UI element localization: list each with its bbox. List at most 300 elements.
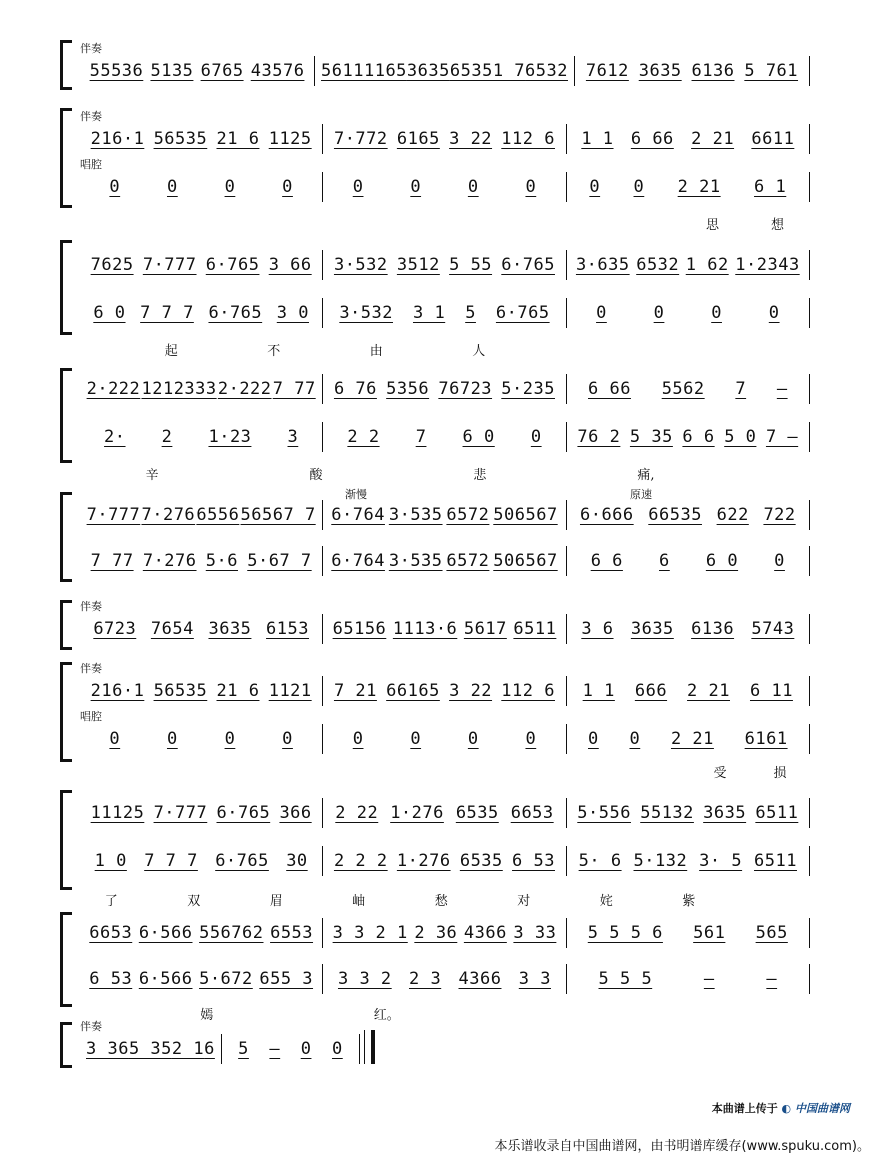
note-group: 65156 [332,619,387,639]
note-group: 5 55 [449,255,493,275]
lyric-syllable: 损 [773,766,787,781]
measure [323,724,566,754]
note-group: 0 [596,303,607,323]
measure [80,422,323,452]
measure [323,918,566,948]
note-group: 0 [166,177,178,197]
measure [567,124,810,154]
measure [80,546,323,576]
note-group: 66535 [648,505,702,525]
upload-text: 本曲谱上传于 [711,1102,778,1115]
note-group: 5·6 [205,551,238,571]
measure [323,614,566,644]
lyric-syllable: 了 [104,894,118,909]
note-group: 6·765 [215,851,269,871]
staff-role-label: 伴奏 [80,42,102,55]
note-group: 1212333 [141,379,217,399]
staff-role-label: 唱腔 [80,158,102,171]
note-group: 6723 [93,619,137,639]
measure [567,250,810,280]
measure [323,964,566,994]
note-group: 6532 [525,61,568,81]
note-group: 366 [279,803,312,823]
lyric-syllable: 红。 [373,1008,400,1023]
note-group: 2 21 [670,729,714,749]
measures [80,124,810,154]
measure [567,422,810,452]
note-group: 6 66 [588,379,631,399]
note-group: 1·276 [390,803,444,823]
note-group: 21 6 [216,681,260,701]
note-group: 66165 [386,681,440,701]
staff-vocal [78,158,810,204]
measures [80,374,810,404]
note-group: 3·532 [339,303,393,323]
staff-accompaniment [78,498,810,532]
note-group: 1121 [268,681,312,701]
note-group: 0 [633,177,645,197]
note-group: 7 77 [90,551,134,571]
system-brace [60,40,71,90]
measures [80,614,810,644]
lyric-syllable: 愁 [434,894,448,909]
note-group: 6535 [459,851,503,871]
note-group: 6·666 [579,505,634,525]
staff-accompaniment [78,42,810,88]
note-group: 216·1 [90,681,145,701]
system-brace [60,662,71,762]
note-group: 6 0 [705,551,739,571]
note-group: 1·276 [396,851,451,871]
note-group: 6 [204,1039,215,1059]
note-group: 6511 [513,619,557,639]
note-group: 6 6 [682,427,715,447]
note-group: 2·222 [217,379,272,399]
lyric-syllable: 辛 [145,468,159,483]
note-group: 5 0 [724,427,757,447]
note-group: 6153 [266,619,309,639]
note-group: 6 53 [512,851,555,871]
note-group: 2 21 [691,129,735,149]
note-group: 6532 [636,255,680,275]
note-group: 1 1 [582,681,615,701]
lyric-syllable: 思 [705,218,719,233]
note-group: 5·672 [199,969,253,989]
lyric-syllable: 眉 [269,894,283,909]
note-group: 56535 [153,129,208,149]
system-4 [60,368,810,483]
lyric-syllable: 人 [472,344,486,359]
system-6 [60,600,810,650]
measure [323,124,566,154]
site-logo-icon: ◐ [781,1102,792,1115]
note-group: 7 21 [333,681,377,701]
note-group: 3·532 [333,255,388,275]
note-group: 6·765 [495,303,550,323]
measure [323,422,566,452]
note-group: 1113·6 [392,619,458,639]
note-group: 6136 [691,61,735,81]
note-group: 6553 [270,923,314,943]
measure [323,798,566,828]
note-group: 6·566 [138,923,193,943]
note-group: 2 36 [414,923,458,943]
note-group: 0 [109,729,121,749]
note-group: 561 [693,923,726,943]
note-group: 0 [224,177,236,197]
note-group: 65351 7 [449,61,526,81]
note-group: 0 [774,551,785,571]
note-group: 3 [287,427,299,447]
note-group: 565 [755,923,788,943]
note-group: 56567 7 [240,505,316,525]
note-group: 3 22 [449,681,493,701]
note-group: 5 35 [128,1039,172,1059]
note-group: 5 [465,303,476,323]
note-group: 655 3 [259,969,314,989]
measure [315,56,575,86]
measure [567,964,810,994]
lyrics-line [70,464,730,482]
note-group: 0 [467,729,479,749]
note-group: 506567 [493,505,558,525]
lyric-syllable: 酸 [309,468,323,483]
measure [80,298,323,328]
lyric-syllable: 对 [517,894,531,909]
lyric-syllable: 想 [770,218,784,233]
system-brace [60,368,71,463]
note-group: 0 [588,729,599,749]
note-group: 0 [653,303,665,323]
note-group: 76723 [438,379,493,399]
system-brace [60,912,71,1007]
staff-accompaniment [78,372,810,406]
note-group: 3 0 [276,303,309,323]
lyrics-line [120,340,530,358]
note-group: 6 6 [590,551,623,571]
note-group: 3·535 [388,551,443,571]
lyric-syllable: 姹 [599,894,613,909]
lyric-syllable: 悲 [473,468,487,483]
note-group: 112 6 [501,681,555,701]
note-group: 0 [410,177,422,197]
note-group: 2 22 [335,803,379,823]
note-group: 2· [104,427,126,447]
note-group: 6653 [89,923,133,943]
lyric-syllable: 双 [187,894,201,909]
note-group: 0 [525,177,537,197]
note-group: 2 3 [408,969,442,989]
system-7 [60,662,810,781]
measure [323,374,566,404]
note-group: 6611 [751,129,795,149]
note-group: 7612 [585,61,629,81]
system-9 [60,912,810,1023]
lyrics-line [690,762,810,780]
note-group: 0 [282,177,293,197]
note-group: 11125 [90,803,145,823]
note-group: 6511 [754,851,797,871]
note-group: 5·132 [633,851,688,871]
measure [567,546,810,576]
measure [80,500,323,530]
note-group: 1 62 [685,255,729,275]
lyric-syllable: 嫣 [200,1008,214,1023]
system-brace [60,600,71,650]
lyric-syllable: 受 [713,766,727,781]
measures [80,798,810,828]
note-group: 4366 [458,969,502,989]
note-group: 7 — [765,427,799,447]
note-group: 56535 [153,681,208,701]
measure [222,1034,360,1064]
measure [80,250,323,280]
note-group: 3512 [396,255,440,275]
note-group: 55132 [640,803,694,823]
measure [80,918,323,948]
note-group: 6556 [196,505,240,525]
note-group: 3635 [630,619,674,639]
measure [80,676,323,706]
note-group: 7625 [90,255,134,275]
note-group: 3635 [703,803,747,823]
note-group: 76 2 [577,427,621,447]
measure [80,846,323,876]
measures [80,918,810,948]
note-group: 5356 [386,379,430,399]
measures [80,250,810,280]
note-group: 3 3 2 1 [332,923,408,943]
note-group: 7·276 [142,551,197,571]
note-group: 556762 [199,923,264,943]
brand-name: 中国曲谱网 [795,1102,850,1115]
note-group: 506567 [493,551,558,571]
note-group: 3635 [406,61,450,81]
note-group: 2 2 2 [333,851,388,871]
note-group: 56111165 [321,61,407,81]
staff-accompaniment [78,916,810,950]
staff-accompaniment [78,600,810,646]
note-group: 3· 5 [699,851,743,871]
tempo-marking: 原速 [630,488,652,501]
note-group: 5 5 5 [598,969,653,989]
note-group: 6·765 [501,255,555,275]
measures [80,964,810,994]
system-brace [60,240,71,335]
note-group: 3 1 [412,303,446,323]
note-group: 5135 [150,61,194,81]
note-group: 6·765 [216,803,271,823]
lyrics-line [680,214,810,232]
measure [567,374,810,404]
staff-accompaniment [78,110,810,156]
note-group: 0 [300,1039,312,1059]
note-group: 3 3 2 [337,969,392,989]
staff-vocal [78,710,810,756]
note-group: 6·765 [208,303,263,323]
note-group: 5 35 [629,427,673,447]
note-group: 0 [629,729,641,749]
measure [80,964,323,994]
lyric-syllable: 紫 [682,894,696,909]
final-barline [364,1030,375,1064]
staff-accompaniment [78,1020,360,1066]
note-group: 0 [224,729,236,749]
note-group: 7654 [150,619,194,639]
measure [567,846,810,876]
staff-vocal [78,296,810,330]
staff-vocal [78,962,810,996]
measure [567,798,810,828]
note-group: 5617 [463,619,507,639]
note-group: 1 1 [581,129,614,149]
note-group: 21 6 [216,129,260,149]
note-group: 6 1 [754,177,787,197]
measure [80,724,323,754]
lyric-syllable: 痛, [637,468,655,483]
measure [323,298,566,328]
measure [567,918,810,948]
measure [80,374,323,404]
tempo-marking: 渐慢 [345,488,367,501]
note-group: 7 [415,427,427,447]
note-group: 7·276 [141,505,196,525]
note-group: 3·535 [388,505,443,525]
note-group: 5 [238,1039,249,1059]
note-group: 5·556 [577,803,631,823]
system-brace [60,1022,71,1068]
system-5 [60,488,810,582]
note-group: 722 [763,505,796,525]
note-group: 216·1 [90,129,145,149]
note-group: 7·777 [142,255,197,275]
note-group: 6 0 [93,303,126,323]
note-group: 6765 [200,61,244,81]
note-group: 0 [352,177,364,197]
note-group: 0 [711,303,722,323]
staff-accompaniment [78,662,810,708]
staff-vocal [78,420,810,454]
note-group: 6 11 [749,681,793,701]
measures [80,546,810,576]
note-group: 1 0 [94,851,127,871]
measures [80,724,810,754]
measure [80,614,323,644]
note-group: 2 [161,427,173,447]
measures [80,676,810,706]
note-group: 5· 6 [578,851,622,871]
note-group: 6·764 [331,505,385,525]
measure [567,614,810,644]
note-group: 7·777 [86,505,141,525]
note-group: 6653 [510,803,554,823]
note-group: 2 21 [687,681,730,701]
note-group: 4366 [463,923,507,943]
staff-vocal [78,844,810,878]
note-group: 0 [166,729,178,749]
system-brace [60,108,71,208]
note-group: 7 7 7 [140,303,194,323]
system-3 [60,240,810,359]
measure [567,172,810,202]
measure [80,56,315,86]
note-group: 1·2343 [735,255,800,275]
note-group: 6511 [755,803,799,823]
system-brace [60,492,71,582]
measure [575,56,810,86]
measure [80,172,323,202]
note-group: 0 [589,177,601,197]
note-group: 3 6 [581,619,614,639]
note-group: 3 33 [513,923,557,943]
note-group: 7 7 7 [144,851,198,871]
measures [80,500,810,530]
system-10 [60,1022,360,1068]
note-group: 7·772 [333,129,388,149]
staff-accompaniment [78,796,810,830]
note-group: 30 [286,851,308,871]
note-group: 55536 [89,61,144,81]
note-group: 6535 [455,803,499,823]
lyrics-line [120,1004,480,1022]
note-group: 5 5 5 6 [587,923,663,943]
note-group: 6572 [446,551,490,571]
note-group: 7·777 [153,803,208,823]
note-group: 0 [467,177,479,197]
lyric-syllable: 不 [267,344,281,359]
upload-credit [712,1100,850,1116]
note-group: 0 [331,1039,343,1059]
note-group: 5·67 7 [247,551,312,571]
note-group: 6 [659,551,670,571]
note-group: 6 76 [333,379,377,399]
note-group: 43576 [250,61,305,81]
measure [323,250,566,280]
note-group: 6165 [396,129,440,149]
note-group: 6161 [744,729,788,749]
measure [567,724,810,754]
note-group: 1·23 [208,427,252,447]
measure [323,500,566,530]
measure [323,172,566,202]
note-group: 112 6 [501,129,555,149]
note-group: 1125 [268,129,312,149]
lyric-syllable: 岫 [352,894,366,909]
measure [80,1034,222,1064]
note-group: 0 [109,177,121,197]
note-group: 6·765 [205,255,260,275]
note-group: 6572 [446,505,490,525]
note-group: — [703,969,715,989]
note-group: — [269,1039,281,1059]
note-group: 3 36 [86,1039,129,1059]
system-2 [60,108,810,233]
note-group: 666 [634,681,668,701]
staff-vocal [78,544,810,578]
staff-role-label: 伴奏 [80,1020,102,1033]
note-group: 6·566 [138,969,193,989]
note-group: 3 66 [268,255,312,275]
measures [80,422,810,452]
note-group: 0 [352,729,364,749]
staff-role-label: 伴奏 [80,600,102,613]
measure [567,298,810,328]
note-group: 0 [282,729,293,749]
note-group: 3635 [208,619,252,639]
note-group: 7 77 [272,379,316,399]
note-group: 6·764 [331,551,385,571]
measure [80,798,323,828]
